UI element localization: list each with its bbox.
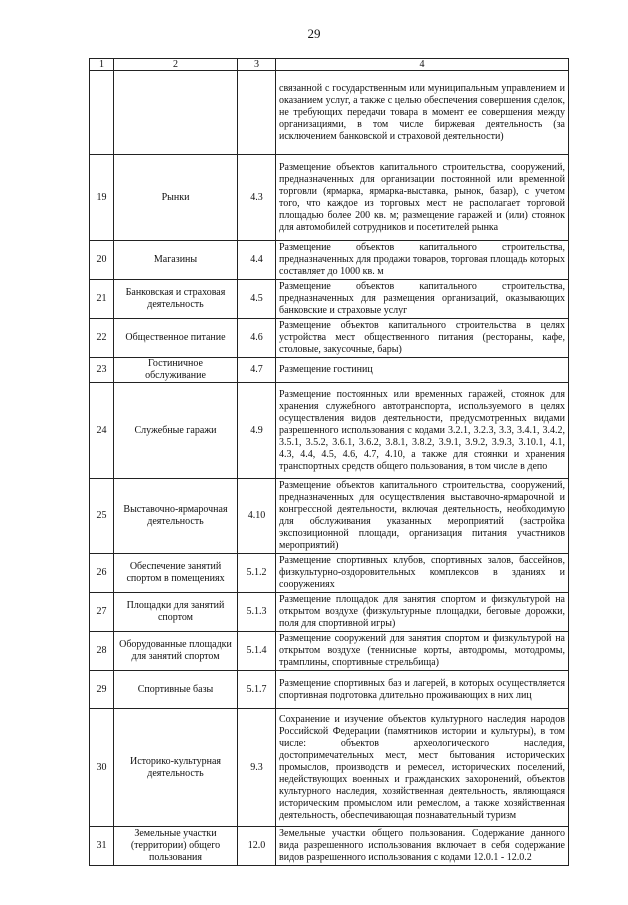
row-number: 28 [90, 632, 114, 671]
use-type-code: 5.1.2 [238, 554, 276, 593]
use-type-description: Размещение постоянных или временных гаражей, стоянок для хранения служебного автотранспорта, используемого в целях осуществления видов деятельности, предусмотренных видами разрешенного использования с кодами 3.2.1, 3.2.3, 3.3, 3.4.1, 3.4.2, 3.5.1, 3.5.2, 3.6.1, 3.6.2, 3.8.1, 3.8.2, 3.9.1, 3.9.2, 3.9.3, 3.10.1, 4.1, 4.3, 4.4, 4.5, 4.6, 4.7, 4.10, а также для стоянки и хранения транспортных средств общего пользования, в том числе в депо [276, 383, 569, 479]
use-type-code: 4.4 [238, 241, 276, 280]
use-type-description: связанной с государственным или муниципальным управлением и оказанием услуг, а также с целью обеспечения совершения сделок, не требующих передачи товара в момент ее совершения между организациями, в том числе биржевая деятельность (за исключением банковской и страховой деятельности) [276, 71, 569, 155]
use-type-description: Размещение объектов капитального строительства в целях устройства мест общественного питания (рестораны, кафе, столовые, закусочные, бары) [276, 319, 569, 358]
use-type-description: Размещение спортивных клубов, спортивных залов, бассейнов, физкультурно-оздоровительных комплексов в зданиях и сооружениях [276, 554, 569, 593]
use-type-description: Размещение объектов капитального строительства, предназначенных для продажи товаров, торговая площадь которых составляет до 1000 кв. м [276, 241, 569, 280]
table-row [90, 319, 569, 358]
use-type-code: 5.1.7 [238, 671, 276, 709]
table-row [90, 479, 569, 554]
use-type-description: Размещение площадок для занятия спортом и физкультурой на открытом воздухе (физкультурные площадки, беговые дорожки, поля для спортивной игры) [276, 593, 569, 632]
use-type-name: Магазины [114, 241, 238, 280]
row-number: 29 [90, 671, 114, 709]
use-type-name: Оборудованные площадки для занятий спортом [114, 632, 238, 671]
use-type-code: 4.6 [238, 319, 276, 358]
table-row [90, 280, 569, 319]
table-row [90, 155, 569, 241]
table-row [90, 632, 569, 671]
use-type-description: Размещение спортивных баз и лагерей, в которых осуществляется спортивная подготовка длительно проживающих в них лиц [276, 671, 569, 709]
row-number: 21 [90, 280, 114, 319]
use-type-description: Размещение сооружений для занятия спортом и физкультурой на открытом воздухе (теннисные корты, автодромы, мотодромы, трамплины, спортивные стрельбища) [276, 632, 569, 671]
table-row [90, 709, 569, 827]
use-type-name: Служебные гаражи [114, 383, 238, 479]
use-type-description: Размещение гостиниц [276, 358, 569, 383]
row-number [90, 71, 114, 155]
column-header: 1 [90, 59, 114, 71]
use-type-description: Размещение объектов капитального строительства, сооружений, предназначенных для организации постоянной или временной торговли (ярмарка, ярмарка-выставка, рынок, базар), с учетом того, что каждое из торговых мест не располагает торговой площадью более 200 кв. м; размещение гаражей и (или) стоянок для автомобилей сотрудников и посетителей рынка [276, 155, 569, 241]
table-row [90, 554, 569, 593]
use-type-name: Обеспечение занятий спортом в помещениях [114, 554, 238, 593]
use-type-name: Рынки [114, 155, 238, 241]
use-type-code: 12.0 [238, 827, 276, 866]
table-row [90, 593, 569, 632]
use-type-description: Сохранение и изучение объектов культурного наследия народов Российской Федерации (памятников истории и культуры), в том числе: объектов археологического наследия, достопримечательных мест, мест бытования исторических промыслов, производств и ремесел, исторических поселений, недействующих военных и гражданских захоронений, объектов культурного наследия, хозяйственная деятельность, являющаяся историческим промыслом или ремеслом, а также хозяйственная деятельность, обеспечивающая познавательный туризм [276, 709, 569, 827]
use-type-name: Гостиничное обслуживание [114, 358, 238, 383]
use-type-description: Размещение объектов капитального строительства, предназначенных для размещения организаций, оказывающих банковские и страховые услуг [276, 280, 569, 319]
use-type-code: 5.1.3 [238, 593, 276, 632]
use-type-name [114, 71, 238, 155]
table-row [90, 827, 569, 866]
table-row [90, 358, 569, 383]
use-type-name: Площадки для занятий спортом [114, 593, 238, 632]
land-use-table [89, 58, 569, 866]
use-type-code: 4.5 [238, 280, 276, 319]
table-header-row [90, 59, 569, 71]
column-header: 4 [276, 59, 569, 71]
table-row [90, 71, 569, 155]
row-number: 23 [90, 358, 114, 383]
row-number: 24 [90, 383, 114, 479]
use-type-name: Земельные участки (территории) общего пользования [114, 827, 238, 866]
use-type-name: Общественное питание [114, 319, 238, 358]
row-number: 26 [90, 554, 114, 593]
row-number: 30 [90, 709, 114, 827]
table-row [90, 241, 569, 280]
use-type-description: Земельные участки общего пользования. Содержание данного вида разрешенного использования включает в себя содержание видов разрешенного использования с кодами 12.0.1 - 12.0.2 [276, 827, 569, 866]
table-row [90, 383, 569, 479]
use-type-name: Историко-культурная деятельность [114, 709, 238, 827]
use-type-name: Банковская и страховая деятельность [114, 280, 238, 319]
row-number: 22 [90, 319, 114, 358]
row-number: 20 [90, 241, 114, 280]
use-type-name: Спортивные базы [114, 671, 238, 709]
use-type-code: 4.3 [238, 155, 276, 241]
use-type-name: Выставочно-ярмарочная деятельность [114, 479, 238, 554]
use-type-code: 4.10 [238, 479, 276, 554]
use-type-description: Размещение объектов капитального строительства, сооружений, предназначенных для осуществления выставочно-ярмарочной и конгрессной деятельности, включая деятельность, необходимую для обслуживания указанных мероприятий (застройка экспозиционной площади, организация питания участников мероприятий) [276, 479, 569, 554]
use-type-code: 4.7 [238, 358, 276, 383]
row-number: 31 [90, 827, 114, 866]
table-row [90, 671, 569, 709]
use-type-code: 9.3 [238, 709, 276, 827]
use-type-code [238, 71, 276, 155]
row-number: 27 [90, 593, 114, 632]
row-number: 19 [90, 155, 114, 241]
column-header: 2 [114, 59, 238, 71]
row-number: 25 [90, 479, 114, 554]
use-type-code: 4.9 [238, 383, 276, 479]
column-header: 3 [238, 59, 276, 71]
use-type-code: 5.1.4 [238, 632, 276, 671]
page-number: 29 [307, 26, 321, 41]
